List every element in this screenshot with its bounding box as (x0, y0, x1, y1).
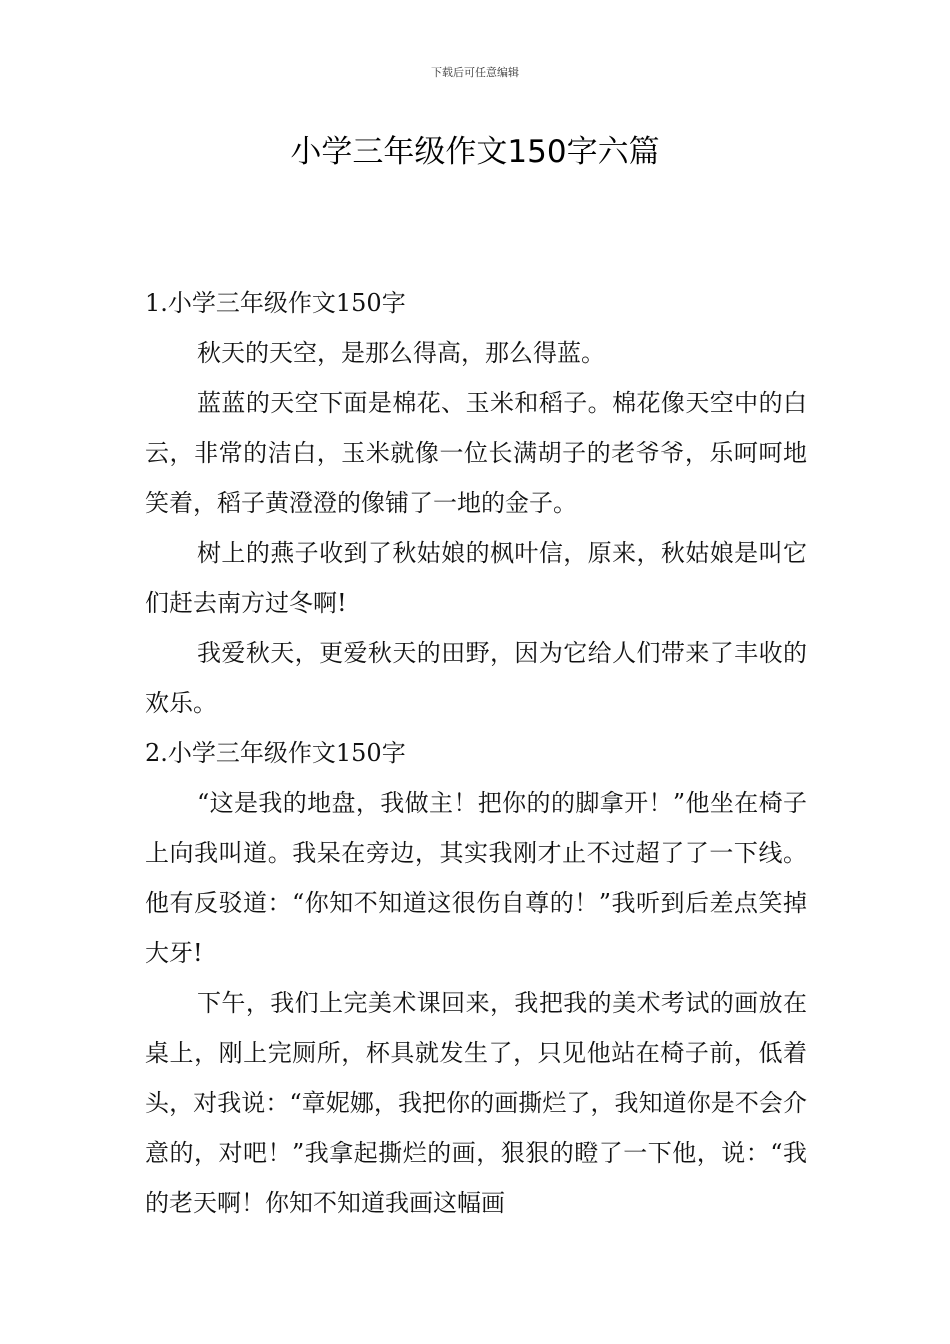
section-heading: 2.小学三年级作文150字 (145, 739, 406, 767)
paragraph: “这是我的地盘，我做主！把你的的脚拿开！”他坐在椅子上向我叫道。我呆在旁边，其实我刚才止不过超了了一下线。他有反驳道：“你知不知道这很伤自尊的！”我听到后差点笑掉大牙! (145, 789, 807, 967)
paragraph: 下午，我们上完美术课回来，我把我的美术考试的画放在桌上，刚上完厕所，杯具就发生了，只见他站在椅子前，低着头，对我说：“章妮娜，我把你的画撕烂了，我知道你是不会介意的，对吧！”我拿起撕烂的画，狠狠的瞪了一下他，说：“我的老天啊！你知不知道我画这幅画 (145, 989, 807, 1217)
section-heading: 1.小学三年级作文150字 (145, 289, 406, 317)
document-body (145, 278, 807, 1228)
paragraph: 树上的燕子收到了秋姑娘的枫叶信，原来，秋姑娘是叫它们赶去南方过冬啊! (145, 539, 807, 617)
header-note: 下载后可任意编辑 (431, 66, 519, 79)
paragraph: 蓝蓝的天空下面是棉花、玉米和稻子。棉花像天空中的白云，非常的洁白，玉米就像一位长满胡子的老爷爷，乐呵呵地笑着，稻子黄澄澄的像铺了一地的金子。 (145, 389, 807, 517)
paragraph: 秋天的天空，是那么得高，那么得蓝。 (197, 339, 605, 367)
paragraph: 我爱秋天，更爱秋天的田野，因为它给人们带来了丰收的欢乐。 (145, 639, 807, 717)
page-title: 小学三年级作文150字六篇 (290, 134, 660, 170)
